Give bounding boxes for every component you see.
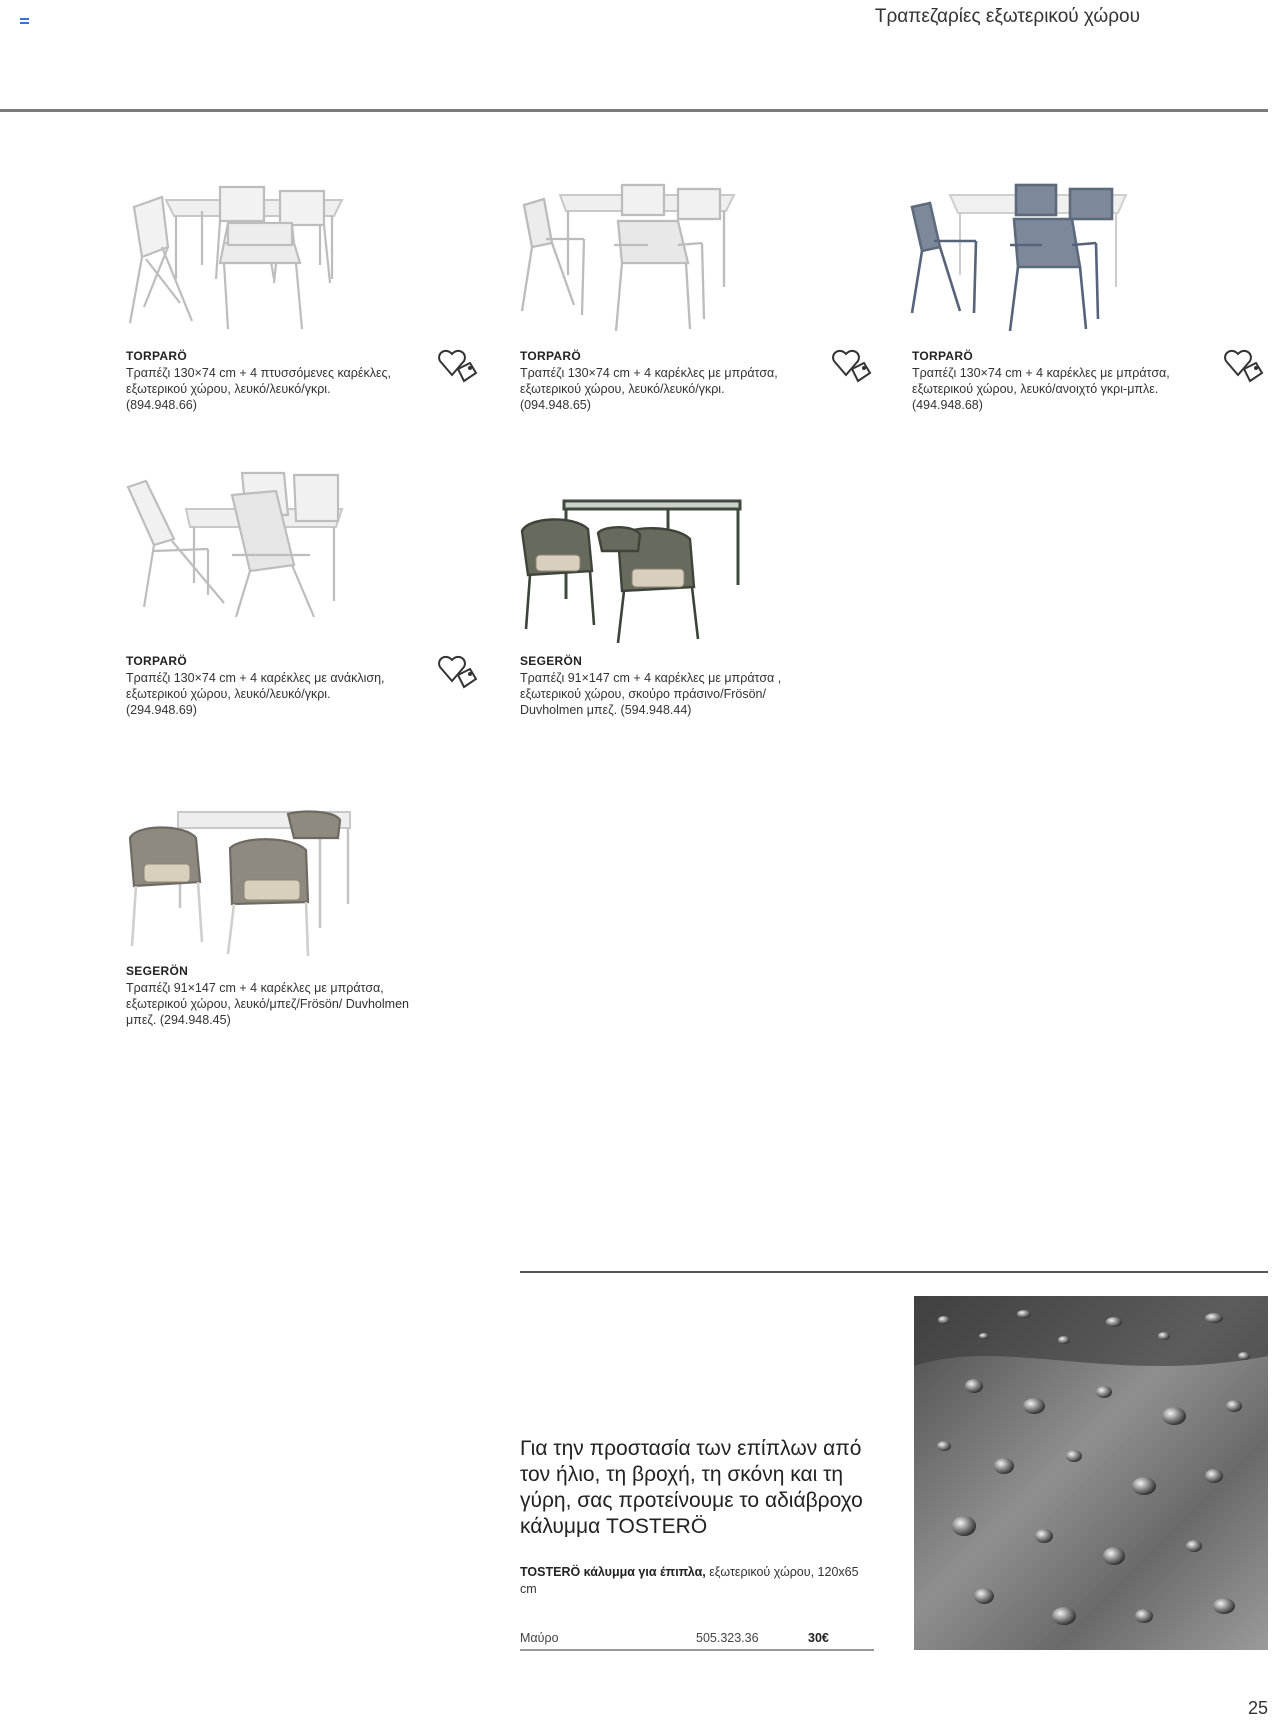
product-article-number: (094.948.65)	[520, 398, 591, 412]
heart-tag-icon[interactable]	[828, 345, 874, 391]
dark-green-segeron-illustration	[518, 495, 758, 645]
product-description: Τραπέζι 130×74 cm + 4 καρέκλες με μπράτσα, εξωτερικού χώρου, λευκό/ανοιχτό γκρι-μπλε.	[912, 366, 1170, 396]
product-name: TORPARÖ	[520, 349, 581, 363]
product-name: TORPARÖ	[126, 349, 187, 363]
header-divider	[0, 109, 1268, 112]
product-image	[124, 471, 364, 621]
page-number: 25	[1247, 1698, 1268, 1718]
white-segeron-illustration	[124, 808, 364, 958]
product-image	[518, 495, 758, 645]
color-variant: Μαύρο	[520, 1631, 559, 1645]
cover-product-description	[520, 1564, 870, 1598]
blue-grey-armchair-set-illustration	[910, 183, 1150, 333]
cover-product-details: εξωτερικού χώρου, 120x65 cm	[520, 1565, 859, 1596]
product-image	[124, 183, 364, 333]
product-image	[518, 183, 758, 333]
product-description: Τραπέζι 91×147 cm + 4 καρέκλες με μπράτσα , εξωτερικού χώρου, σκούρο πράσινο/Frösön/ Duvholmen μπεζ. (594.948.44)	[520, 671, 782, 717]
product-description: Τραπέζι 130×74 cm + 4 καρέκλες με ανάκλιση, εξωτερικού χώρου, λευκό/λευκό/γκρι.	[126, 671, 385, 701]
article-number: 505.323.36	[696, 1631, 759, 1645]
product-name: SEGERÖN	[126, 964, 189, 978]
product-name: TORPARÖ	[912, 349, 973, 363]
price: 30€	[808, 1631, 829, 1645]
product-description: Τραπέζι 91×147 cm + 4 καρέκλες με μπράτσα, εξωτερικού χώρου, λευκό/μπεζ/Frösön/ Duvholmen μπεζ. (294.948.45)	[126, 981, 409, 1027]
product-image	[910, 183, 1150, 333]
white-armchair-set-illustration	[518, 183, 758, 333]
heart-tag-icon[interactable]	[434, 345, 480, 391]
cover-product-name: TOSTERÖ κάλυμμα για έπιπλα,	[520, 1565, 706, 1579]
water-droplets-image	[914, 1296, 1268, 1650]
promo-text: Για την προστασία των επίπλων από τον ήλιο, τη βροχή, τη σκόνη και τη γύρη, σας προτείνουμε το αδιάβροχο κάλυμμα TOSTERÖ	[520, 1437, 863, 1538]
cover-fabric-photo	[914, 1296, 1268, 1650]
heart-tag-icon[interactable]	[434, 651, 480, 697]
product-description: Τραπέζι 130×74 cm + 4 πτυσσόμενες καρέκλες, εξωτερικού χώρου, λευκό/λευκό/γκρι.	[126, 366, 392, 396]
product-article-number: (894.948.66)	[126, 398, 197, 412]
page-title: Τραπεζαρίες εξωτερικού χώρου	[874, 6, 1140, 27]
price-row	[520, 1629, 874, 1651]
product-name: TORPARÖ	[126, 654, 187, 668]
product-name: SEGERÖN	[520, 654, 583, 668]
product-article-number: (494.948.68)	[912, 398, 983, 412]
white-reclining-set-illustration	[124, 471, 364, 621]
menu-icon[interactable]	[20, 18, 29, 26]
section-divider	[520, 1271, 1268, 1273]
product-article-number: (294.948.69)	[126, 703, 197, 717]
white-folding-set-illustration	[124, 183, 364, 333]
product-image	[124, 808, 364, 958]
product-description: Τραπέζι 130×74 cm + 4 καρέκλες με μπράτσα, εξωτερικού χώρου, λευκό/λευκό/γκρι.	[520, 366, 778, 396]
heart-tag-icon[interactable]	[1220, 345, 1266, 391]
